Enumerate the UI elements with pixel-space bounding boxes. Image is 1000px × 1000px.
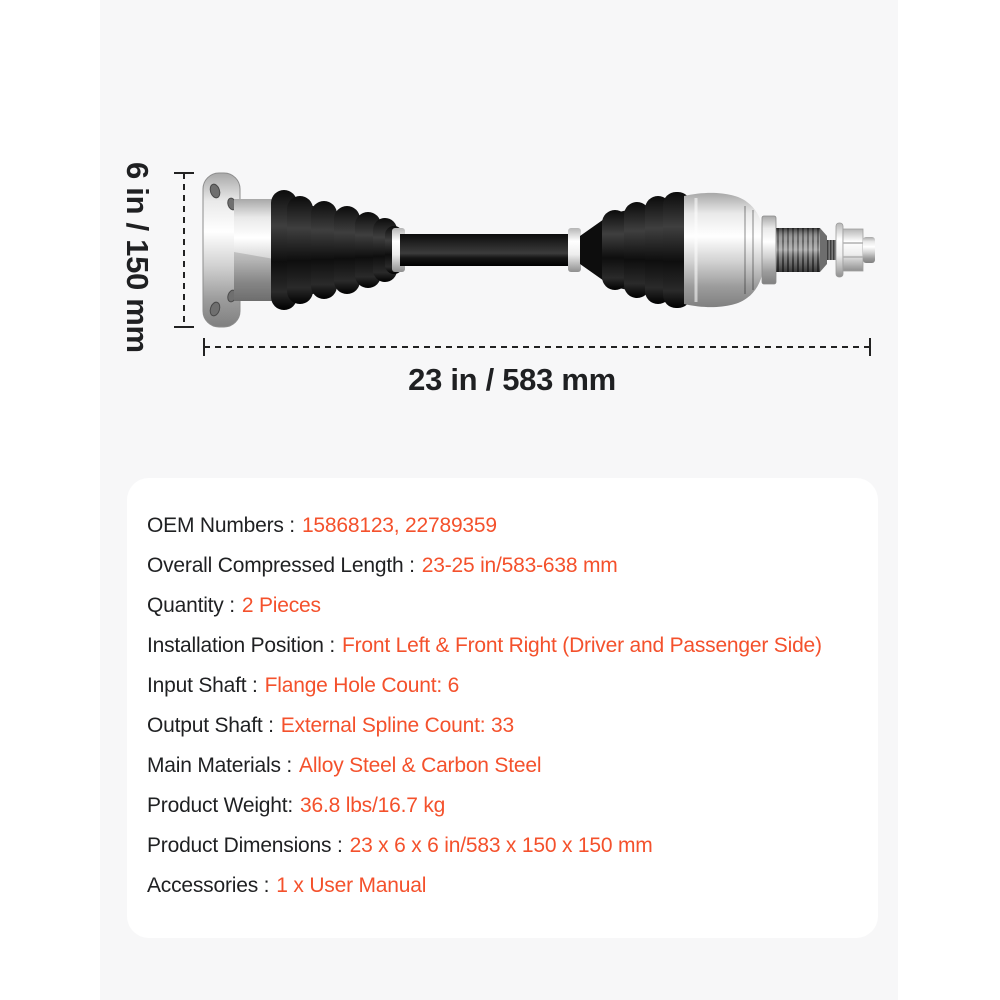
product-image-stage	[100, 0, 898, 1000]
spec-label: Output Shaft :	[147, 714, 274, 737]
spec-row-product-dimensions	[147, 826, 870, 866]
spec-value: 23-25 in/583-638 mm	[421, 554, 618, 577]
spec-row-product-weight	[147, 786, 870, 826]
spec-label: Installation Position :	[147, 634, 336, 657]
height-dimension-line	[174, 173, 194, 327]
spec-panel	[127, 478, 878, 938]
axle-washer	[836, 223, 843, 277]
inner-cv-boot	[271, 190, 403, 310]
spec-row-accessories	[147, 866, 870, 906]
spline-shaft	[776, 228, 827, 272]
spec-value: 23 x 6 x 6 in/583 x 150 x 150 mm	[349, 834, 653, 857]
spec-label: Input Shaft :	[147, 674, 258, 697]
height-dimension-label: 6 in / 150 mm	[120, 162, 155, 353]
spec-value: 1 x User Manual	[276, 874, 427, 897]
spec-row-main-materials	[147, 746, 870, 786]
spec-label: Accessories :	[147, 874, 270, 897]
cv-axle-product-image	[203, 173, 875, 327]
spec-value: Flange Hole Count: 6	[264, 674, 460, 697]
spec-value: Front Left & Front Right (Driver and Passenger Side)	[342, 634, 822, 657]
spec-label: OEM Numbers :	[147, 514, 295, 537]
spec-value: 15868123, 22789359	[301, 514, 497, 537]
spec-row-installation-position	[147, 626, 870, 666]
length-dimension-line	[204, 338, 870, 356]
spec-label: Main Materials :	[147, 754, 293, 777]
outer-boot-clamp	[568, 228, 581, 272]
axle-shaft	[400, 234, 568, 266]
cv-axle-illustration	[100, 0, 898, 470]
length-dimension-label: 23 in / 583 mm	[408, 362, 616, 397]
spec-row-output-shaft	[147, 706, 870, 746]
spec-value: Alloy Steel & Carbon Steel	[299, 754, 542, 777]
spec-label: Product Dimensions :	[147, 834, 343, 857]
spec-row-compressed-length	[147, 546, 870, 586]
spec-label: Product Weight:	[147, 794, 294, 817]
axle-end-stub	[863, 237, 875, 263]
spec-label: Quantity :	[147, 594, 235, 617]
spec-label: Overall Compressed Length :	[147, 554, 415, 577]
spec-value: 2 Pieces	[241, 594, 321, 617]
axle-nut	[843, 229, 863, 271]
spec-value: 36.8 lbs/16.7 kg	[300, 794, 446, 817]
spec-row-quantity	[147, 586, 870, 626]
spec-value: External Spline Count: 33	[280, 714, 514, 737]
outer-cv-boot	[580, 192, 691, 308]
spec-row-input-shaft	[147, 666, 870, 706]
cv-joint-housing	[684, 193, 776, 307]
spec-row-oem-numbers	[147, 506, 870, 546]
